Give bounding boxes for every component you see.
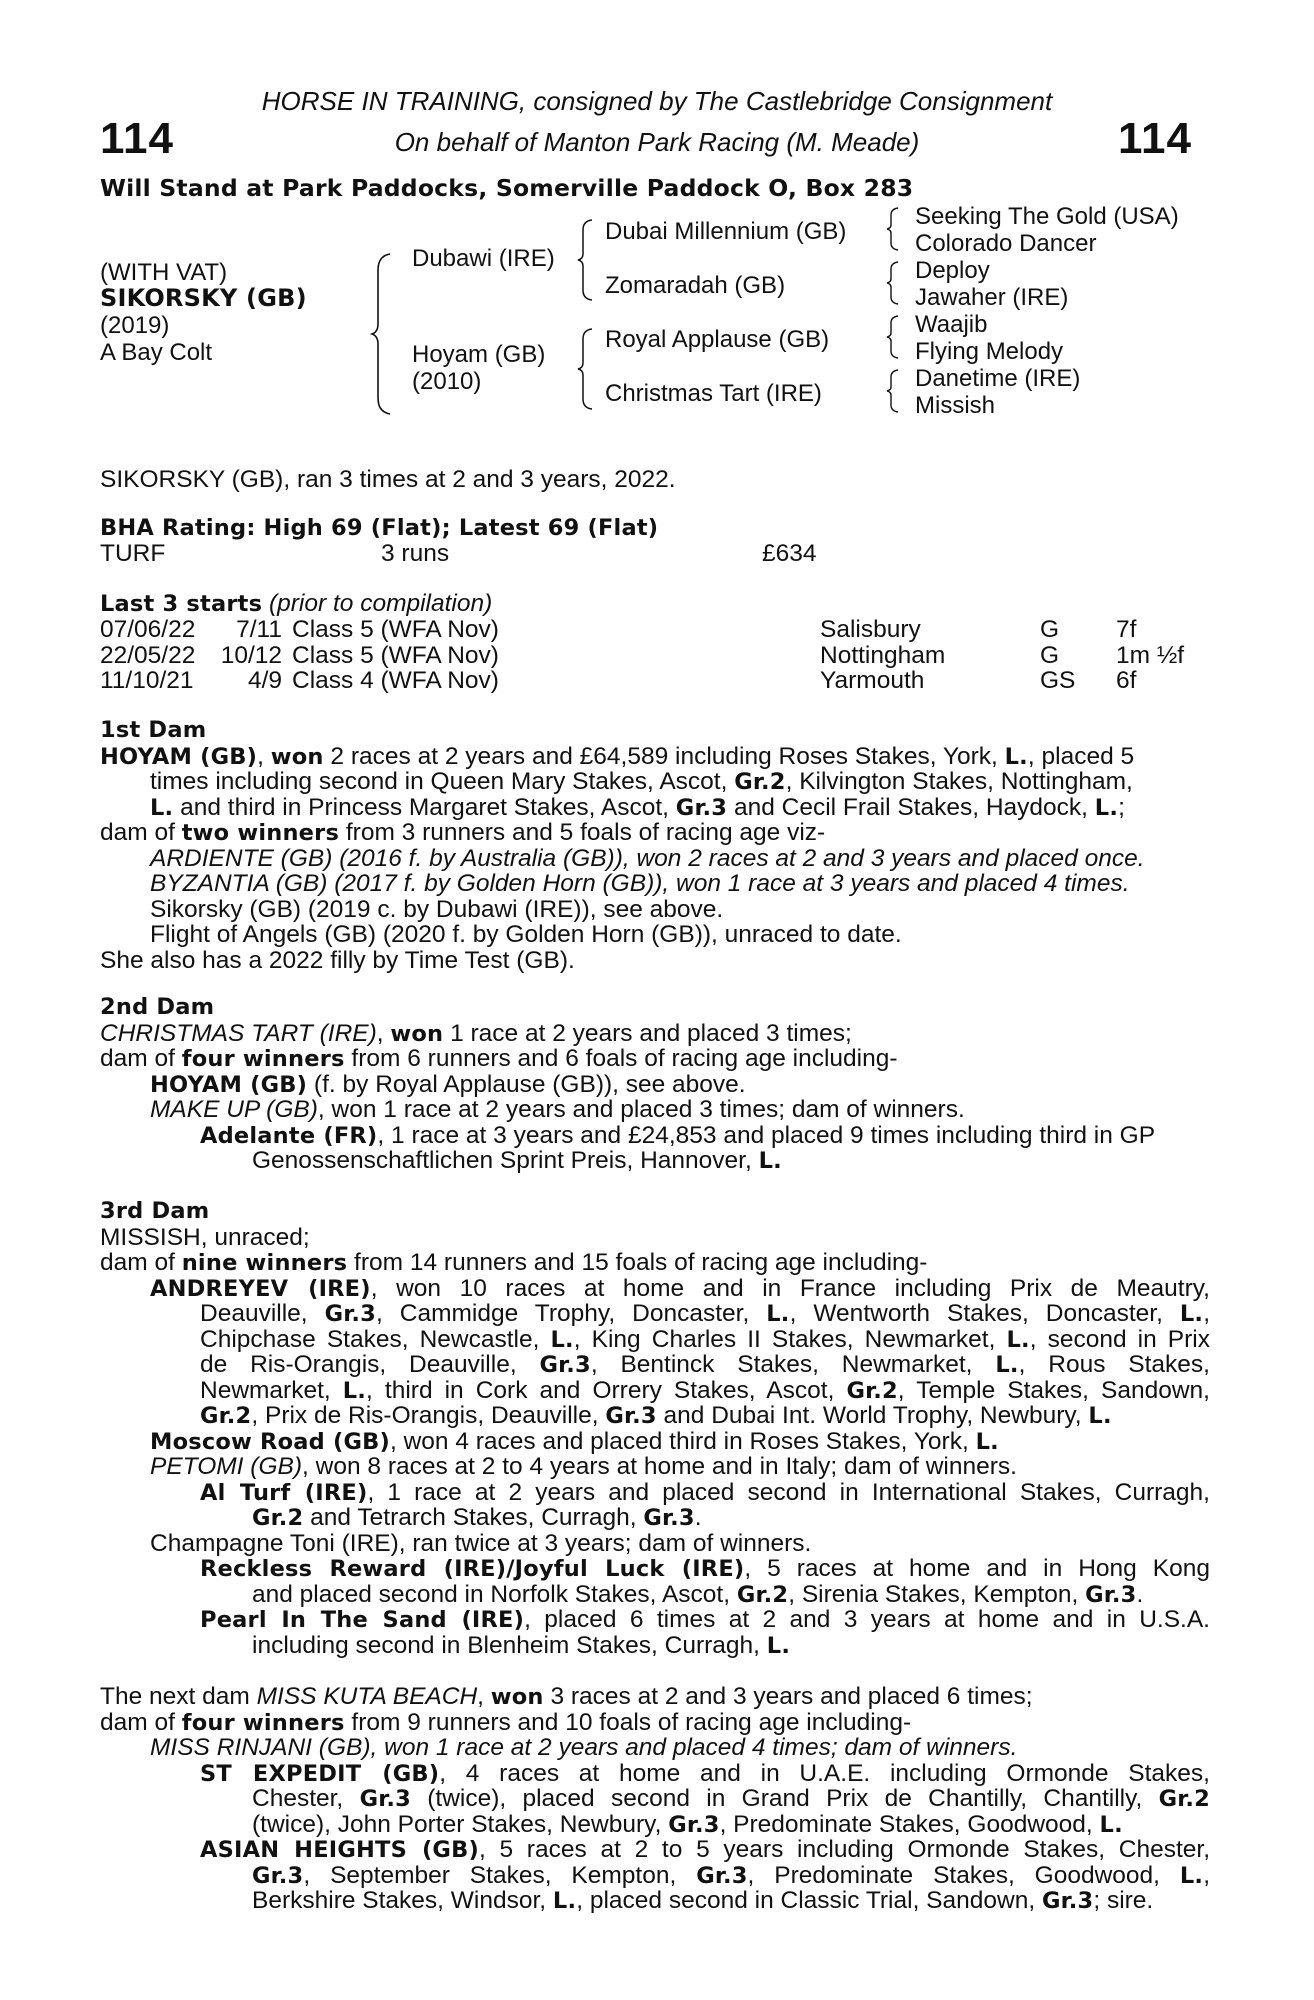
g-ancestor-7: Danetime (IRE) xyxy=(915,365,1081,392)
third-dam-line: de Ris-Orangis, Deauville, Gr.3, Bentinck Stakes, Newmarket, L., Rous Stakes, xyxy=(200,1351,1210,1378)
g-ancestor-6: Flying Melody xyxy=(915,338,1064,365)
third-dam-line: Moscow Road (GB), won 4 races and placed third in Roses Stakes, York, L. xyxy=(150,1427,999,1455)
third-dam-line: Gr.2 and Tetrarch Stakes, Curragh, Gr.3. xyxy=(252,1504,702,1531)
start-class: Class 5 (WFA Nov) xyxy=(292,641,499,669)
g-brace-3 xyxy=(884,314,902,360)
third-dam-section xyxy=(100,1199,1210,1658)
third-dam-line: MISSISH, unraced; xyxy=(100,1223,310,1251)
third-dam-line: including second in Blenheim Stakes, Curragh, L. xyxy=(252,1631,791,1659)
next-dam-line: Chester, Gr.3 (twice), placed second in Grand Prix de Chantilly, Chantilly, Gr.2 xyxy=(252,1785,1210,1812)
start-course: Yarmouth xyxy=(820,667,925,694)
next-dam-line: dam of four winners from 9 runners and 10 foals of racing age including- xyxy=(100,1708,912,1736)
third-dam-line: Newmarket, L., third in Cork and Orrery Stakes, Ascot, Gr.2, Temple Stakes, Sandown, xyxy=(200,1376,1210,1404)
sire-sire: Dubai Millennium (GB) xyxy=(605,218,847,245)
second-dam-line: HOYAM (GB) (f. by Royal Applause (GB)), see above. xyxy=(150,1070,746,1098)
lot-number-right: 114 xyxy=(1118,114,1192,163)
rating-runs: 3 runs xyxy=(381,540,450,567)
third-dam-line: Gr.2, Prix de Ris-Orangis, Deauville, Gr.3 and Dubai Int. World Trophy, Newbury, L. xyxy=(200,1402,1112,1429)
dam-year: (2010) xyxy=(412,368,482,395)
second-dam-line: CHRISTMAS TART (IRE), won 1 race at 2 years and placed 3 times; xyxy=(100,1019,852,1047)
start-going: GS xyxy=(1040,667,1076,694)
g-ancestor-8: Missish xyxy=(915,392,996,419)
second-dam-section xyxy=(100,995,1210,1174)
next-dam-line: Berkshire Stakes, Windsor, L., placed second in Classic Trial, Sandown, Gr.3; sire. xyxy=(252,1887,1154,1914)
start-going: G xyxy=(1040,641,1060,669)
produce-line: She also has a 2022 filly by Time Test (GB). xyxy=(100,946,575,974)
next-dam-line: (twice), John Porter Stakes, Newbury, Gr.3, Predominate Stakes, Goodwood, L. xyxy=(252,1810,1123,1838)
stand-location: Will Stand at Park Paddocks, Somerville Paddock O, Box 283 xyxy=(100,174,914,202)
produce-line: ARDIENTE (GB) (2016 f. by Australia (GB)), won 2 races at 2 and 3 years and placed once. xyxy=(150,844,1145,872)
start-class: Class 5 (WFA Nov) xyxy=(292,616,499,643)
second-dam-heading: 2nd Dam xyxy=(100,994,215,1020)
second-dam-line: MAKE UP (GB), won 1 race at 2 years and placed 3 times; dam of winners. xyxy=(150,1096,965,1123)
vat-note: (WITH VAT) xyxy=(100,259,228,286)
third-dam-line: Deauville, Gr.3, Cammidge Trophy, Doncaster, L., Wentworth Stakes, Doncaster, L., xyxy=(200,1300,1210,1327)
first-dam-line: HOYAM (GB), won 2 races at 2 years and £64,589 including Roses Stakes, York, L., placed 5 xyxy=(100,742,1135,770)
third-dam-line: Chipchase Stakes, Newcastle, L., King Charles II Stakes, Newmarket, L., second in Prix xyxy=(200,1325,1210,1353)
on-behalf-line: On behalf of Manton Park Racing (M. Meade) xyxy=(394,127,920,157)
produce-line: Flight of Angels (GB) (2020 f. by Golden Horn (GB)), unraced to date. xyxy=(150,921,902,948)
sire-dam: Zomaradah (GB) xyxy=(605,272,786,299)
next-dam-line: ASIAN HEIGHTS (GB), 5 races at 2 to 5 years including Ormonde Stakes, Chester, xyxy=(200,1836,1211,1863)
third-dam-line: ANDREYEV (IRE), won 10 races at home and in France including Prix de Meautry, xyxy=(150,1274,1210,1302)
start-class: Class 4 (WFA Nov) xyxy=(292,667,499,694)
g-ancestor-1: Seeking The Gold (USA) xyxy=(915,203,1179,230)
start-course: Nottingham xyxy=(820,641,946,669)
first-dam-line: times including second in Queen Mary Stakes, Ascot, Gr.2, Kilvington Stakes, Nottingham, xyxy=(150,768,1133,795)
start-date: 11/10/21 xyxy=(100,667,194,694)
sire-brace xyxy=(576,218,596,302)
dam-sire: Royal Applause (GB) xyxy=(605,326,830,353)
produce-line: BYZANTIA (GB) (2017 f. by Golden Horn (GB)), won 1 race at 3 years and placed 4 times. xyxy=(150,870,1130,897)
rating-surface: TURF xyxy=(100,540,166,567)
consignment-line: HORSE IN TRAINING, consigned by The Castlebridge Consignment xyxy=(261,86,1053,116)
first-dam-line: L. and third in Princess Margaret Stakes, Ascot, Gr.3 and Cecil Frail Stakes, Haydock, L.; xyxy=(150,793,1125,821)
first-dam-section xyxy=(100,718,1210,973)
g-brace-1 xyxy=(884,206,902,252)
produce-line: Sikorsky (GB) (2019 c. by Dubawi (IRE)), see above. xyxy=(150,895,724,923)
next-dam-line: MISS RINJANI (GB), won 1 race at 2 years and placed 4 times; dam of winners. xyxy=(150,1734,1018,1761)
horse-name: SIKORSKY (GB) xyxy=(100,284,307,312)
third-dam-line: Al Turf (IRE), 1 race at 2 years and placed second in International Stakes, Curragh, xyxy=(200,1478,1210,1506)
next-dam-line: Gr.3, September Stakes, Kempton, Gr.3, Predominate Stakes, Goodwood, L., xyxy=(252,1861,1210,1889)
third-dam-line: dam of nine winners from 14 runners and 15 foals of racing age including- xyxy=(100,1249,928,1276)
last-starts-table xyxy=(100,617,1210,697)
g-brace-4 xyxy=(884,368,902,414)
next-dam-line: The next dam MISS KUTA BEACH, won 3 races at 2 and 3 years and placed 6 times; xyxy=(100,1683,1033,1710)
next-dam-section xyxy=(100,1684,1210,1914)
third-dam-heading: 3rd Dam xyxy=(100,1198,210,1224)
horse-year: (2019) xyxy=(100,312,170,339)
g-ancestor-2: Colorado Dancer xyxy=(915,230,1097,257)
start-dist: 6f xyxy=(1116,667,1137,694)
g-ancestor-3: Deploy xyxy=(915,257,990,284)
sire: Dubawi (IRE) xyxy=(412,245,555,272)
bha-rating: BHA Rating: High 69 (Flat); Latest 69 (Flat) xyxy=(100,515,659,541)
g-ancestor-4: Jawaher (IRE) xyxy=(915,284,1069,311)
start-dist: 7f xyxy=(1116,616,1137,643)
third-dam-line: Champagne Toni (IRE), ran twice at 3 years; dam of winners. xyxy=(150,1529,812,1557)
start-pos: 10/12 xyxy=(220,641,282,669)
g-ancestor-5: Waajib xyxy=(915,311,988,338)
second-dam-line: Adelante (FR), 1 race at 3 years and £24,853 and placed 9 times including third in GP xyxy=(200,1121,1156,1149)
first-dam-line: dam of two winners from 3 runners and 5 foals of racing age viz- xyxy=(100,819,826,846)
race-summary: SIKORSKY (GB), ran 3 times at 2 and 3 years, 2022. xyxy=(100,466,676,493)
start-date: 22/05/22 xyxy=(100,641,196,669)
second-dam-line: Genossenschaftlichen Sprint Preis, Hannover, L. xyxy=(252,1147,782,1174)
horse-description: A Bay Colt xyxy=(100,339,213,366)
lot-number-left: 114 xyxy=(100,114,174,163)
dam-brace xyxy=(576,327,596,411)
start-course: Salisbury xyxy=(820,616,921,643)
start-date: 07/06/22 xyxy=(100,616,196,643)
last-starts-heading: Last 3 starts (prior to compilation) xyxy=(100,590,493,617)
rating-earnings: £634 xyxy=(762,540,817,567)
sire-dam-brace xyxy=(370,250,396,418)
g-brace-2 xyxy=(884,260,902,306)
third-dam-line: Reckless Reward (IRE)/Joyful Luck (IRE), 5 races at home and in Hong Kong xyxy=(200,1555,1210,1582)
dam-dam: Christmas Tart (IRE) xyxy=(605,380,822,407)
start-going: G xyxy=(1040,616,1060,643)
start-pos: 4/9 xyxy=(247,667,282,694)
third-dam-line: Pearl In The Sand (IRE), placed 6 times at 2 and 3 years at home and in U.S.A. xyxy=(200,1606,1210,1633)
dam: Hoyam (GB) xyxy=(412,341,546,368)
second-dam-line: dam of four winners from 6 runners and 6 foals of racing age including- xyxy=(100,1045,898,1072)
third-dam-line: PETOMI (GB), won 8 races at 2 to 4 years at home and in Italy; dam of winners. xyxy=(150,1453,1017,1480)
first-dam-heading: 1st Dam xyxy=(100,717,207,743)
start-pos: 7/11 xyxy=(236,616,282,643)
start-dist: 1m ½f xyxy=(1116,641,1185,669)
third-dam-line: and placed second in Norfolk Stakes, Ascot, Gr.2, Sirenia Stakes, Kempton, Gr.3. xyxy=(252,1580,1144,1608)
next-dam-line: ST EXPEDIT (GB), 4 races at home and in U.A.E. including Ormonde Stakes, xyxy=(200,1759,1210,1787)
